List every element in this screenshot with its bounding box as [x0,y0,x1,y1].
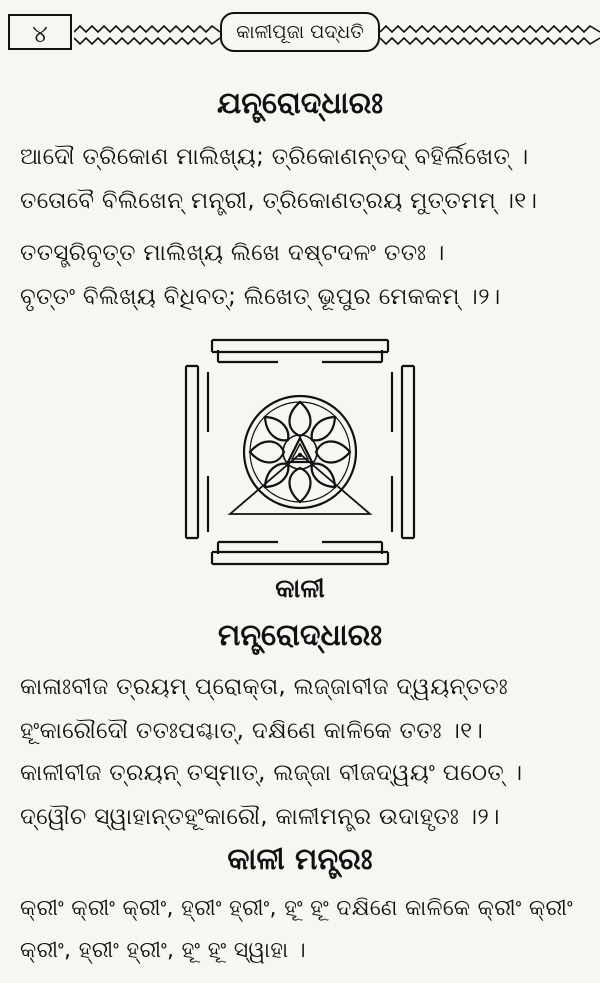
left-zigzag-ornament [74,18,220,48]
verse-line: ଦ୍ୱୌଚ ସ୍ୱାହାନ୍ତହୂଂକାରୌ, କାଳୀମନ୍ତ୍ର ଉଦାହୃତଃ ।୨। [20,804,500,830]
verse-line: ହୂଂକାରୌଦୌ ତତଃପଶ୍ଚାତ୍, ଦକ୍ଷିଣେ କାଳିକେ ତତଃ ।୧। [20,718,484,744]
verse-line: କାଳାଃବୀଜ ତ୍ରୟମ୍ ପ୍ରୋକ୍ତା, ଲଜ୍ଜାବୀଜ ଦ୍ୱୟନ୍ତତଃ [20,674,508,700]
verse-line: ଆଦୌ ତ୍ରିକୋଣ ମାଲିଖ୍ୟ; ତ୍ରିକୋଣନ୍ତଦ୍ ବହିର୍ଲିଖେତ୍ । [20,144,529,170]
section-heading-kali-mantra: କାଳୀ ମନ୍ତ୍ରଃ [227,842,373,877]
section-heading-mantroddhara: ମନ୍ତ୍ରୋଦ୍ଧାରଃ [217,618,383,653]
section-heading-yantroddhara: ଯନ୍ତ୍ରୋଦ୍ଧାରଃ [217,86,383,121]
running-title: କାଳୀପୂଜା ପଦ୍ଧତି [220,12,380,52]
verse-line: କାଳୀବୀଜ ତ୍ରୟନ୍ ତସ୍ମାତ୍, ଲଜ୍ଜା ବୀଜଦ୍ୱୟଂ ପଠେତ୍ । [20,760,523,786]
yantra-caption: କାଳୀ [275,574,325,604]
verse-line: ତତୋବୈ ବିଲିଖେନ୍ ମନ୍ତ୍ରୀ, ତ୍ରିକୋଣତ୍ରୟ ମୁତ୍ତମମ୍ ।୧। [20,188,538,214]
page-number: ୪ [8,14,72,50]
mantra-line: କ୍ରୀଂ, ହ୍ରୀଂ ହ୍ରୀଂ, ହୂଂ ହୂଂ ସ୍ୱାହା । [20,938,306,963]
right-zigzag-ornament [380,18,600,48]
mantra-line: କ୍ରୀଂ କ୍ରୀଂ କ୍ରୀଂ, ହ୍ରୀଂ ହ୍ରୀଂ, ହୂଂ ହୂଂ ଦକ୍ଷିଣେ କାଳିକେ କ୍ରୀଂ କ୍ରୀଂ [20,896,573,921]
kali-yantra-diagram [182,336,418,568]
page-header [0,0,600,70]
verse-line: ବୃତ୍ତଂ ବିଲିଖ୍ୟ ବିଧିବତ୍; ଲିଖେତ୍ ଭୂପୁର ମେକକମ୍ ।୨। [20,284,501,310]
verse-line: ତତସ୍ତ୍ରିବୃତ୍ତ ମାଲିଖ୍ୟ ଲିଖେ ଦଷ୍ଟଦଳଂ ତତଃ । [20,240,445,266]
